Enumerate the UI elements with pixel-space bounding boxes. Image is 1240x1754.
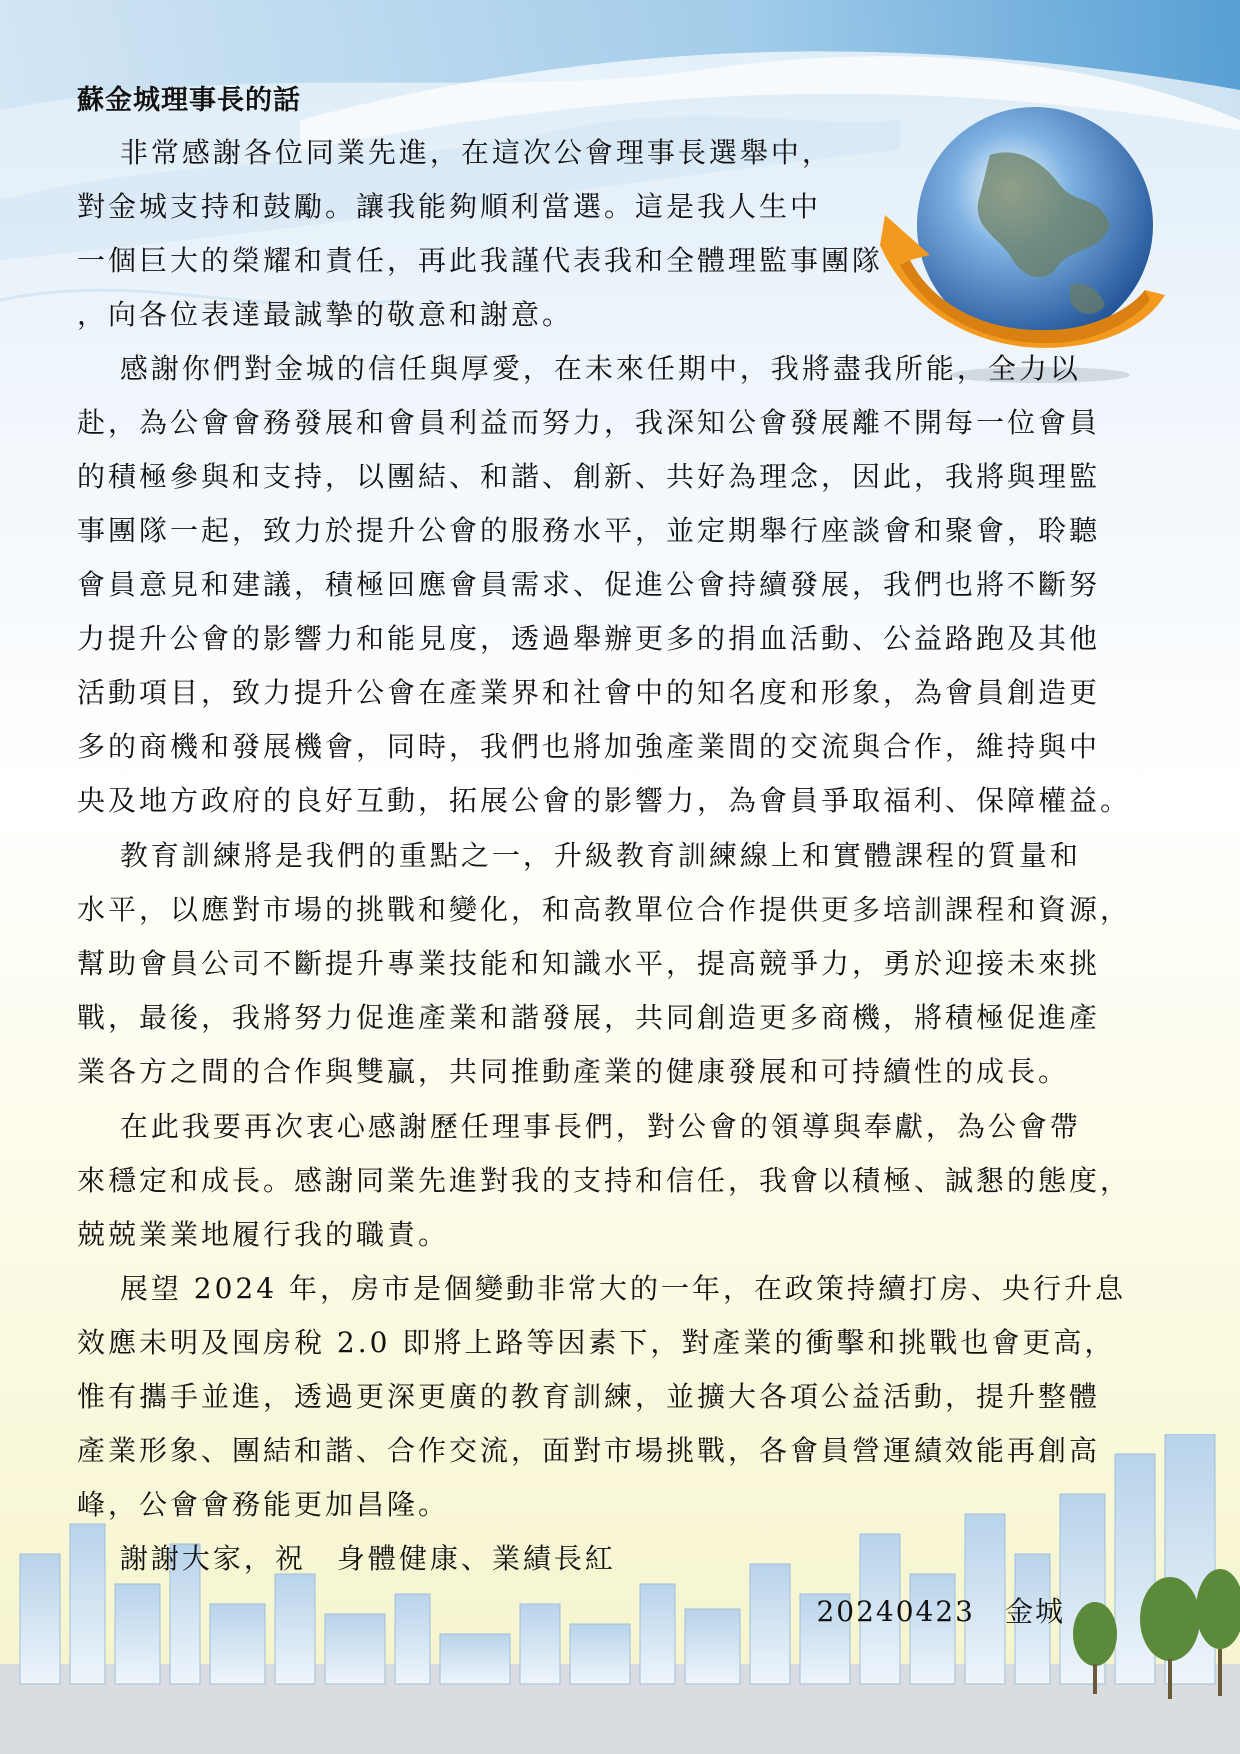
page-title: 蘇金城理事長的話 [77, 85, 301, 116]
paragraph-education-training [77, 829, 1131, 1099]
text-line: 效應未明及囤房稅 2.0 即將上路等因素下，對產業的衝擊和挑戰也會更高， [77, 1326, 1116, 1359]
text-line: 會員意見和建議，積極回應會員需求、促進公會持續發展，我們也將不斷努 [77, 568, 1101, 601]
text-line: 幫助會員公司不斷提升專業技能和知識水平，提高競爭力，勇於迎接未來挑 [77, 947, 1101, 980]
text-line: ，向各位表達最誠摯的敬意和謝意。 [77, 298, 574, 331]
text-line: 戰，最後，我將努力促進產業和諧發展，共同創造更多商機，將積極促進產 [77, 1001, 1101, 1034]
paragraph-gratitude [77, 1100, 1131, 1262]
text-line: 惟有攜手並進，透過更深更廣的教育訓練，並擴大各項公益活動，提升整體 [77, 1380, 1101, 1413]
text-line: 謝謝大家，祝 身體健康、業績長紅 [77, 1542, 616, 1575]
text-line: 水平，以應對市場的挑戰和變化，和高教單位合作提供更多培訓課程和資源， [77, 893, 1132, 926]
closing-wishes [77, 1532, 616, 1586]
text-line: 事團隊一起，致力於提升公會的服務水平，並定期舉行座談會和聚會，聆聽 [77, 514, 1101, 547]
text-line: 在此我要再次衷心感謝歷任理事長們，對公會的領導與奉獻，為公會帶 [77, 1110, 1081, 1143]
paragraph-thanks-election [77, 126, 883, 342]
paragraph-commitment [77, 342, 1131, 828]
paragraph-outlook-2024 [77, 1262, 1126, 1532]
signature-date: 20240423 金城 [816, 1595, 1065, 1628]
text-line: 兢兢業業地履行我的職責。 [77, 1218, 450, 1251]
text-line: 產業形象、團結和諧、合作交流，面對市場挑戰，各會員營運績效能再創高 [77, 1434, 1101, 1467]
text-line: 一個巨大的榮耀和責任，再此我謹代表我和全體理監事團隊 [77, 244, 884, 277]
text-line: 活動項目，致力提升公會在產業界和社會中的知名度和形象，為會員創造更 [77, 676, 1101, 709]
text-line: 業各方之間的合作與雙贏，共同推動產業的健康發展和可持續性的成長。 [77, 1055, 1070, 1088]
text-line: 非常感謝各位同業先進，在這次公會理事長選舉中， [77, 136, 833, 169]
text-line: 峰，公會會務能更加昌隆。 [77, 1488, 450, 1521]
text-line: 對金城支持和鼓勵。讓我能夠順利當選。這是我人生中 [77, 190, 822, 223]
text-line: 教育訓練將是我們的重點之一，升級教育訓練線上和實體課程的質量和 [77, 839, 1081, 872]
text-line: 多的商機和發展機會，同時，我們也將加強產業間的交流與合作，維持與中 [77, 730, 1101, 763]
text-line: 感謝你們對金城的信任與厚愛，在未來任期中，我將盡我所能，全力以 [77, 352, 1081, 385]
text-line: 來穩定和成長。感謝同業先進對我的支持和信任，我會以積極、誠懇的態度， [77, 1164, 1132, 1197]
text-line: 展望 2024 年，房市是個變動非常大的一年，在政策持續打房、央行升息 [77, 1272, 1126, 1305]
text-line: 的積極參與和支持，以團結、和諧、創新、共好為理念，因此，我將與理監 [77, 460, 1101, 493]
text-line: 央及地方政府的良好互動，拓展公會的影響力，為會員爭取福利、保障權益。 [77, 784, 1132, 817]
text-line: 赴，為公會會務發展和會員利益而努力，我深知公會發展離不開每一位會員 [77, 406, 1101, 439]
text-line: 力提升公會的影響力和能見度，透過舉辦更多的捐血活動、公益路跑及其他 [77, 622, 1101, 655]
